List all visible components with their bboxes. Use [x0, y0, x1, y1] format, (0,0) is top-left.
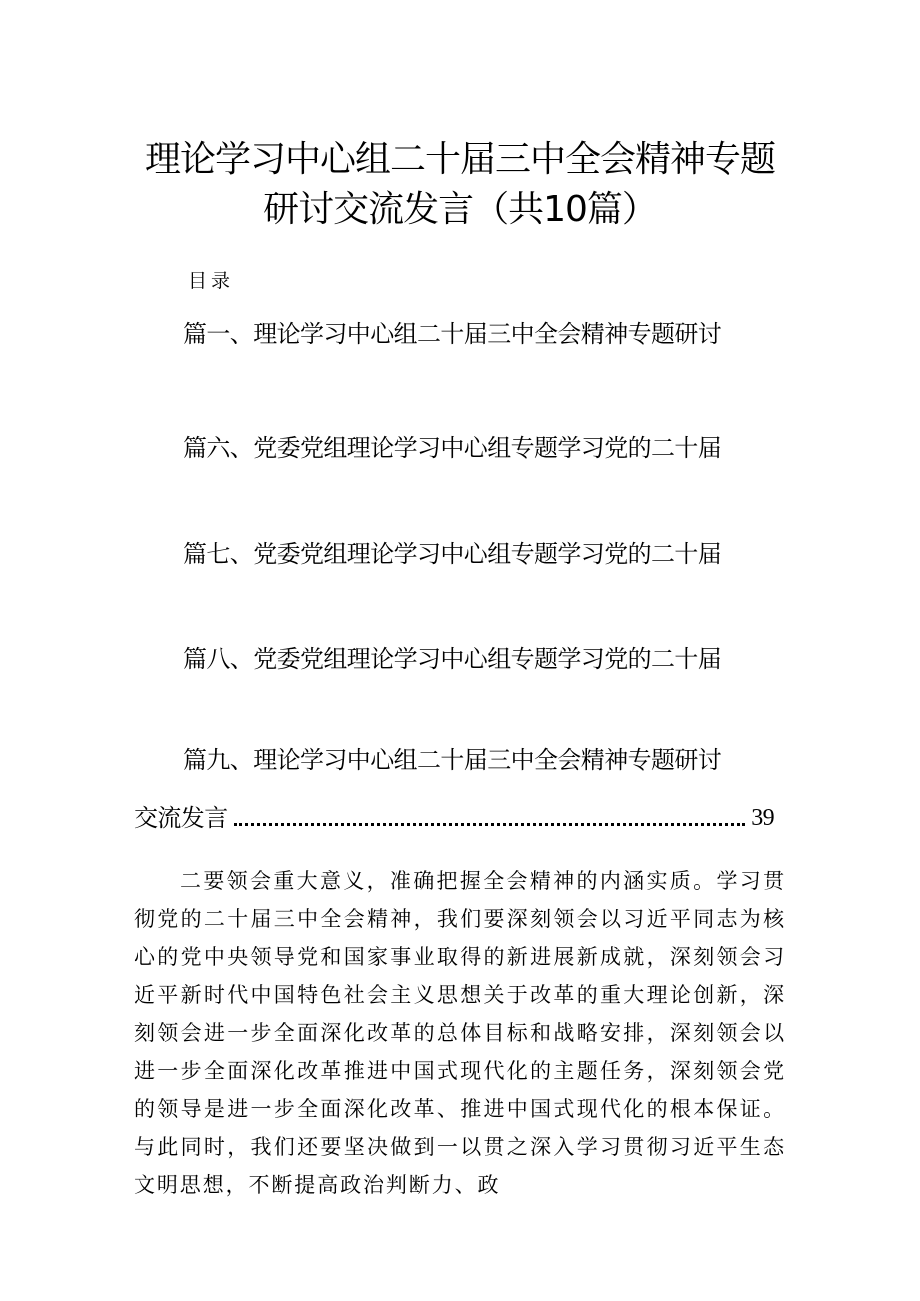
toc-label: 目录 — [188, 270, 235, 292]
document-title-line-1: 理论学习中心组二十届三中全会精神专题 — [144, 139, 775, 180]
body-paragraph: 二要领会重大意义，准确把握全会精神的内涵实质。学习贯彻党的二十届三中全会精神，我们要深刻领会以习近平同志为核心的党中央领导党和国家事业取得的新进展新成就，深刻领会习近平新时代中国特色社会主义思想关于改革的重大理论创新，深刻领会进一步全面深化改革的总体目标和战略安排，深刻领会以进一步全面深化改革推进中国式现代化的主题任务，深刻领会党的领导是进一步全面深化改革、推进中国式现代化的根本保证。与此同时，我们还要坚决做到一以贯之深入学习贯彻习近平生态文明思想，不断提高政治判断力、政 — [134, 869, 786, 1197]
toc-entry[interactable]: 篇一、理论学习中心组二十届三中全会精神专题研讨 — [183, 320, 722, 348]
toc-dot-leader — [234, 823, 746, 826]
toc-entry[interactable]: 篇七、党委党组理论学习中心组专题学习党的二十届 — [183, 540, 722, 568]
toc-entry[interactable]: 篇六、党委党组理论学习中心组专题学习党的二十届 — [183, 434, 722, 462]
toc-entry[interactable]: 篇八、党委党组理论学习中心组专题学习党的二十届 — [183, 645, 722, 673]
toc-continuation-text: 交流发言 — [134, 804, 228, 832]
toc-entry-continuation[interactable] — [134, 802, 774, 834]
document-title-line-2: 研讨交流发言（共10篇） — [263, 189, 657, 230]
toc-entry[interactable]: 篇九、理论学习中心组二十届三中全会精神专题研讨 — [183, 746, 722, 774]
toc-page-number: 39 — [751, 805, 774, 831]
